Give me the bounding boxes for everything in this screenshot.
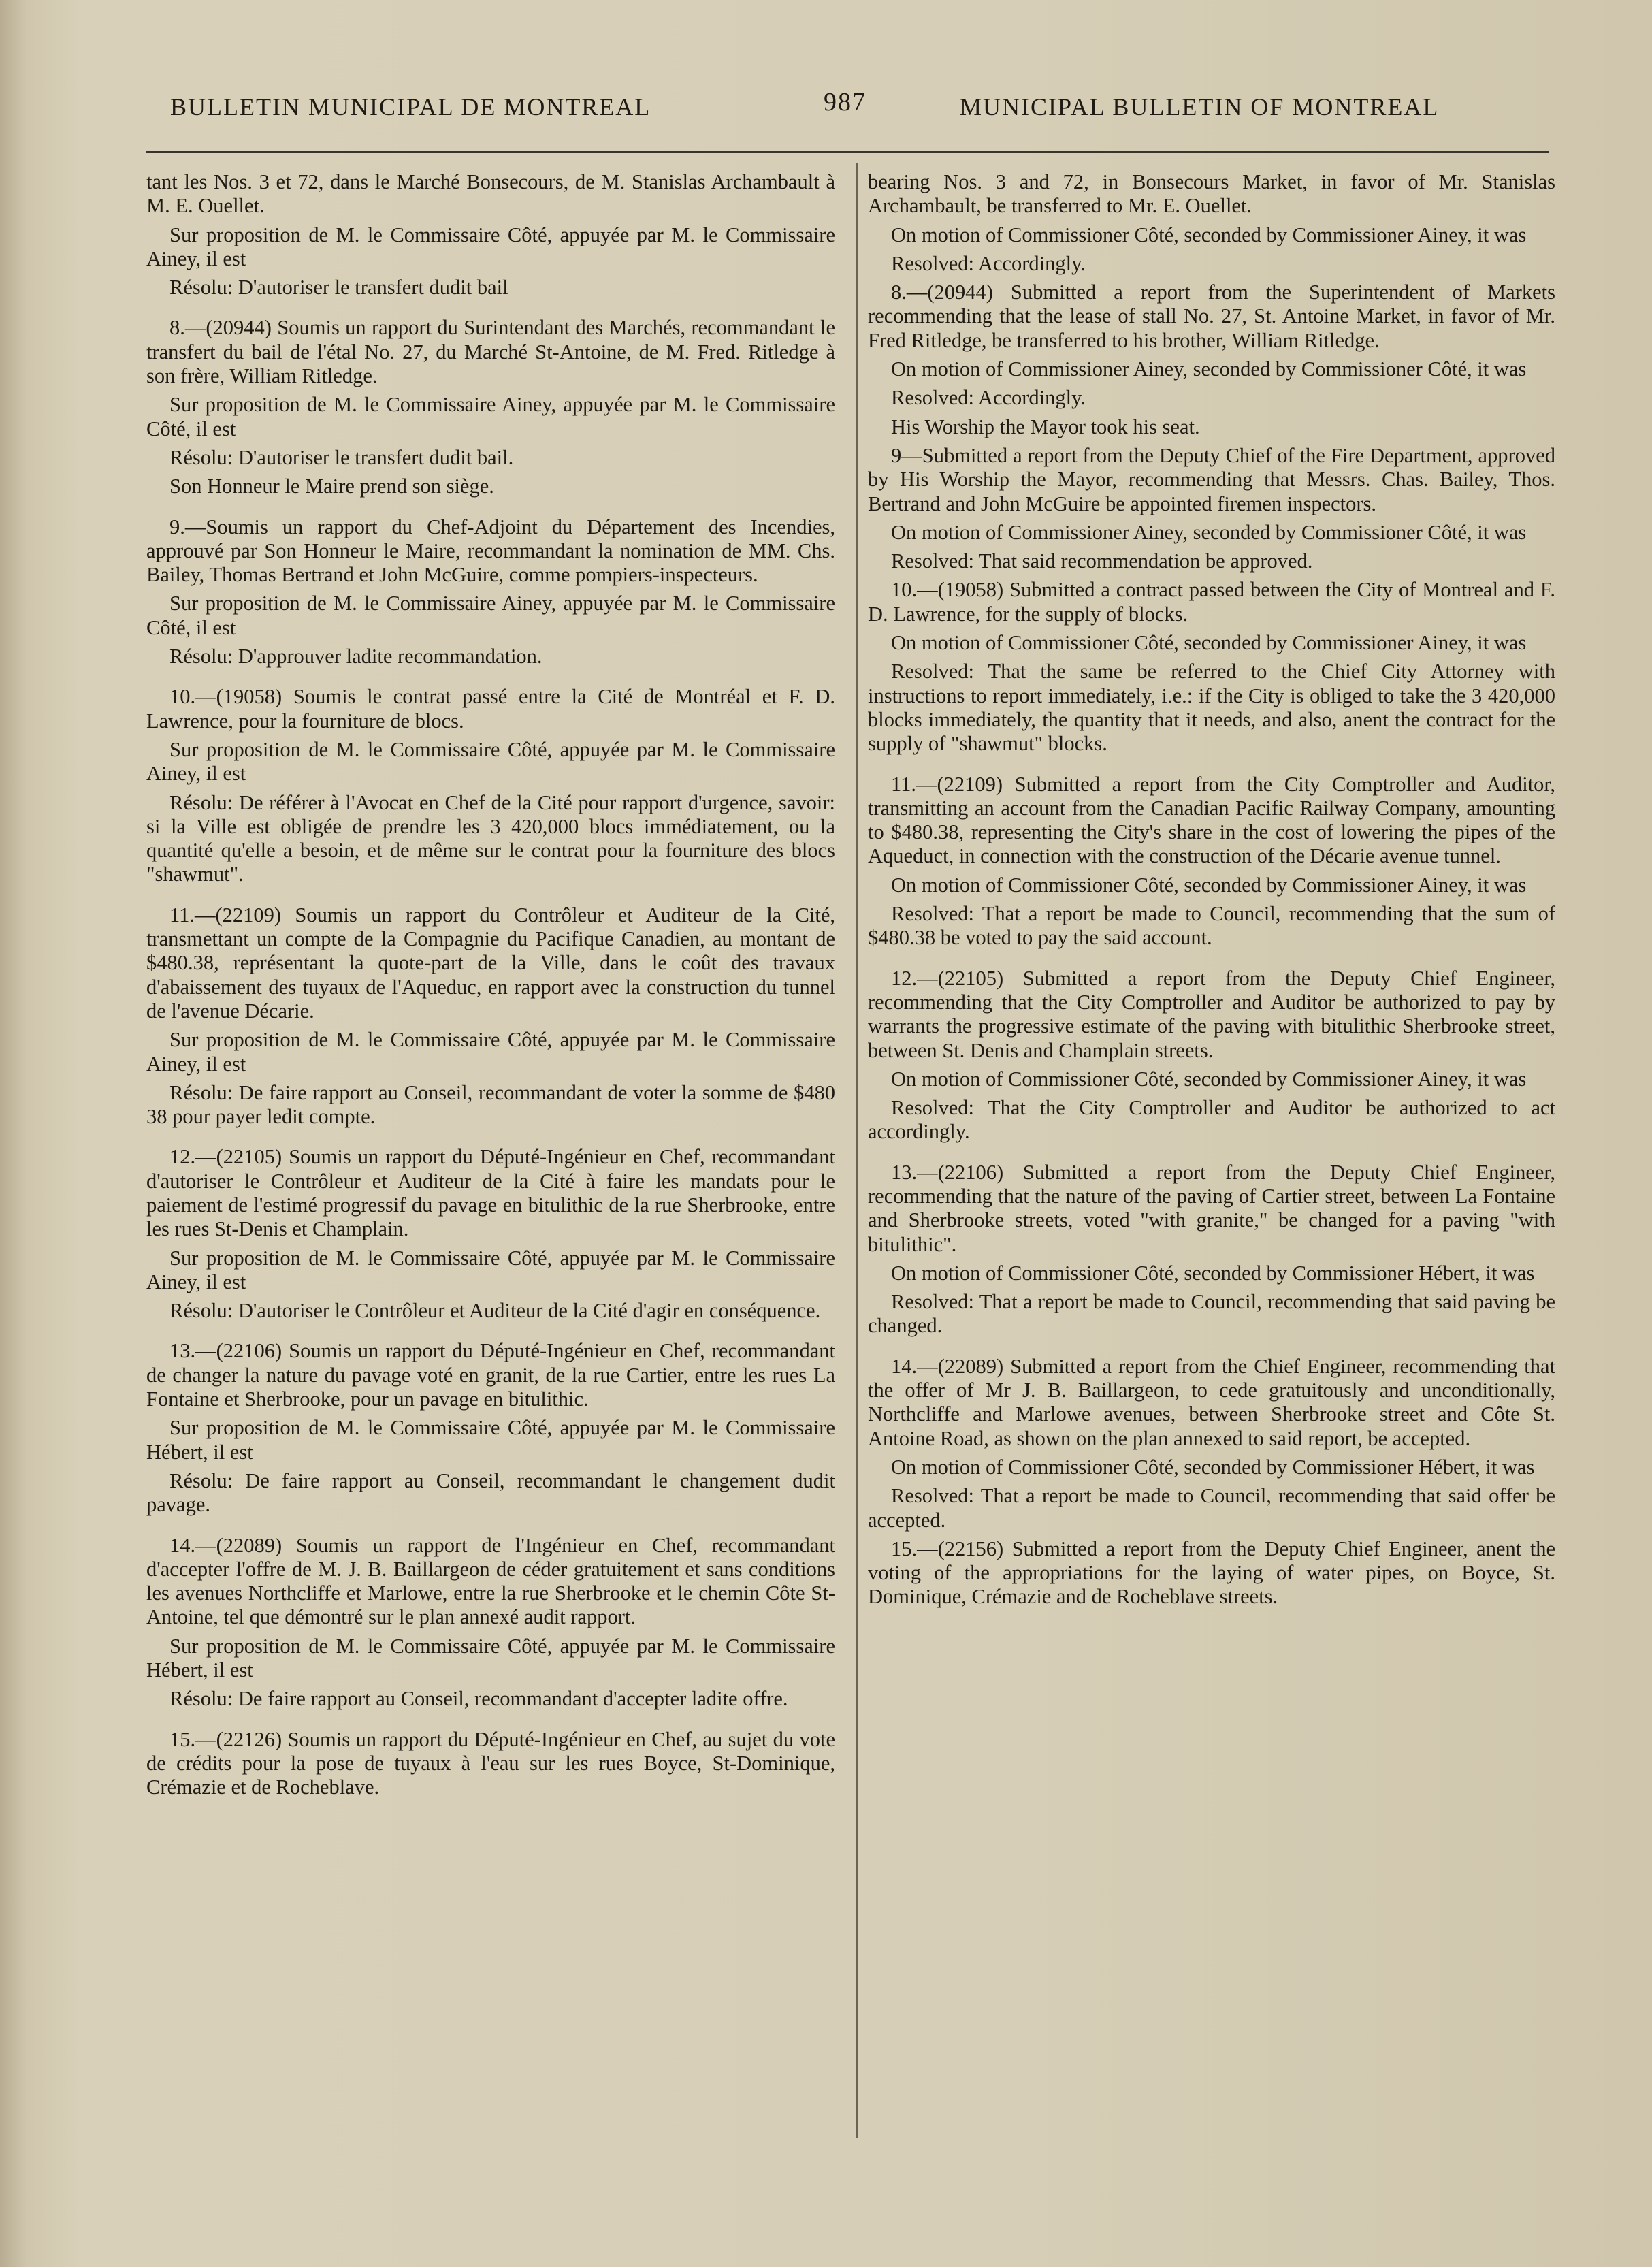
left-column-paragraph: Résolu: D'autoriser le Contrôleur et Auditeur de la Cité d'agir en conséquence. [169, 1299, 821, 1323]
left-column-paragraph: 14.—(22089) Soumis un rapport de l'Ingénieur en Chef, recommandant d'accepter l'offre de M. J. B. Baillargeon de céder gratuitement et sans conditions les avenues Northcliffe et Marlowe, entre la rue Sherbrooke et le chemin Côte St-Antoine, tel que démontré sur le plan annexé audit rapport. [146, 1533, 835, 1629]
right-column-paragraph: On motion of Commissioner Ainey, seconded by Commissioner Côté, it was [891, 357, 1527, 381]
right-column-paragraph: Resolved: Accordingly. [891, 251, 1086, 275]
left-column-paragraph: 9.—Soumis un rapport du Chef-Adjoint du Département des Incendies, approuvé par Son Honneur le Maire, recommandant la nomination de MM. Chs. Bailey, Thomas Bertrand et John McGuire, comme pompiers-inspecteurs. [146, 515, 835, 587]
right-column-paragraph: On motion of Commissioner Ainey, seconded by Commissioner Côté, it was [891, 520, 1527, 544]
left-column-paragraph: Résolu: De faire rapport au Conseil, recommandant d'accepter ladite offre. [169, 1687, 788, 1711]
left-column-paragraph: Sur proposition de M. le Commissaire Côté, appuyée par M. le Commissaire Ainey, il est [146, 737, 835, 786]
left-column-paragraph: Résolu: De référer à l'Avocat en Chef de la Cité pour rapport d'urgence, savoir: si la Ville est obligée de prendre les 3 420,000 blocs immédiatement, ou la quantité qu'elle a besoin, et de même sur le contrat pour la fourniture des blocs "shawmut". [146, 790, 835, 886]
right-column-paragraph: Resolved: That the same be referred to the Chief City Attorney with instructions to report immediately, i.e.: if the City is obliged to take the 3 420,000 blocks immediately, the quantity that it needs, and also, anent the contract for the supply of "shawmut" blocks. [868, 660, 1555, 756]
left-column-paragraph: 11.—(22109) Soumis un rapport du Contrôleur et Auditeur de la Cité, transmettant un compte de la Compagnie du Pacifique Canadien, au montant de $480.38, représentant la quote-part de la Ville, dans le coût des travaux d'abaissement des tuyaux de l'Aqueduc, en rapport avec la construction du tunnel de l'avenue Décarie. [146, 903, 835, 1023]
left-column-paragraph: Sur proposition de M. le Commissaire Ainey, appuyée par M. le Commissaire Côté, il est [146, 393, 835, 440]
header-title-french: BULLETIN MUNICIPAL DE MONTREAL [170, 93, 651, 120]
left-column-paragraph: Sur proposition de M. le Commissaire Côté, appuyée par M. le Commissaire Ainey, il est [146, 223, 835, 270]
left-column-paragraph: Résolu: De faire rapport au Conseil, recommandant le changement dudit pavage. [146, 1468, 835, 1517]
left-column-paragraph: Son Honneur le Maire prend son siège. [169, 475, 494, 498]
right-column-paragraph: On motion of Commissioner Côté, seconded by Commissioner Hébert, it was [891, 1261, 1535, 1285]
right-column-paragraph: bearing Nos. 3 and 72, in Bonsecours Market, in favor of Mr. Stanislas Archambault, be transferred to Mr. E. Ouellet. [868, 170, 1555, 218]
left-column-paragraph: tant les Nos. 3 et 72, dans le Marché Bonsecours, de M. Stanislas Archambault à M. E. Ouellet. [146, 170, 835, 218]
header-rule [146, 151, 1549, 153]
column-divider [856, 163, 858, 2138]
left-column-paragraph: 12.—(22105) Soumis un rapport du Député-Ingénieur en Chef, recommandant d'autoriser le Contrôleur et Auditeur de la Cité à faire les mandats pour le paiement de l'estimé progressif du pavage en bitulithic de la rue Sherbrooke, entre les rues St-Denis et Champlain. [146, 1145, 835, 1241]
right-column-paragraph: 11.—(22109) Submitted a report from the City Comptroller and Auditor, transmitting an account from the Canadian Pacific Railway Company, amounting to $480.38, representing the City's share in the cost of lowering the pipes of the Aqueduct, in connection with the construction of the Décarie avenue tunnel. [868, 772, 1555, 868]
page-header [170, 87, 1511, 135]
page-number: 987 [824, 88, 867, 116]
right-column-paragraph: On motion of Commissioner Côté, seconded by Commissioner Ainey, it was [891, 631, 1527, 655]
left-column-paragraph: Résolu: De faire rapport au Conseil, recommandant de voter la somme de $480 38 pour payer ledit compte. [146, 1080, 835, 1129]
right-column-paragraph: Resolved: That the City Comptroller and Auditor be authorized to act accordingly. [868, 1096, 1555, 1144]
header-title-english: MUNICIPAL BULLETIN OF MONTREAL [960, 93, 1440, 120]
right-column-paragraph: Resolved: That said recommendation be approved. [891, 549, 1313, 573]
right-column-paragraph: On motion of Commissioner Côté, seconded by Commissioner Hébert, it was [891, 1455, 1535, 1479]
left-column-paragraph: 15.—(22126) Soumis un rapport du Député-Ingénieur en Chef, au sujet du vote de crédits pour la pose de tuyaux à l'eau sur les rues Boyce, St-Dominique, Crémazie et de Rocheblave. [146, 1727, 835, 1799]
right-column-paragraph: 12.—(22105) Submitted a report from the Deputy Chief Engineer, recommending that the City Comptroller and Auditor be authorized to pay by warrants the progressive estimate of the paving with bitulithic Sherbrooke street, between St. Denis and Champlain streets. [868, 966, 1555, 1062]
right-column-paragraph: 8.—(20944) Submitted a report from the Superintendent of Markets recommending that the lease of stall No. 27, St. Antoine Market, in favor of Mr. Fred Ritledge, be transferred to his brother, William Ritledge. [868, 280, 1555, 352]
left-column-paragraph: Sur proposition de M. le Commissaire Côté, appuyée par M. le Commissaire Ainey, il est [146, 1028, 835, 1076]
right-column-paragraph: Resolved: That a report be made to Council, recommending that said offer be accepted. [868, 1484, 1555, 1532]
left-column-paragraph: Résolu: D'approuver ladite recommandation. [169, 645, 542, 669]
left-column-paragraph: Sur proposition de M. le Commissaire Côté, appuyée par M. le Commissaire Hébert, il est [146, 1634, 835, 1682]
left-column-paragraph: Sur proposition de M. le Commissaire Côté, appuyée par M. le Commissaire Ainey, il est [146, 1246, 835, 1293]
left-column-paragraph: 13.—(22106) Soumis un rapport du Député-Ingénieur en Chef, recommandant de changer la nature du pavage voté en granit, de la rue Cartier, entre les rues La Fontaine et Sherbrooke, pour un pavage en bitulithic. [146, 1339, 835, 1411]
right-column-paragraph: His Worship the Mayor took his seat. [891, 415, 1200, 438]
right-column-paragraph: Resolved: That a report be made to Council, recommending that the sum of $480.38 be voted to pay the said account. [868, 902, 1555, 950]
right-column-paragraph: 15.—(22156) Submitted a report from the Deputy Chief Engineer, anent the voting of the appropriations for the laying of water pipes, on Boyce, St. Dominique, Crémazie and de Rocheblave streets. [868, 1537, 1555, 1609]
left-column-paragraph: Résolu: D'autoriser le transfert dudit bail. [169, 445, 514, 469]
left-column-paragraph: Sur proposition de M. le Commissaire Côté, appuyée par M. le Commissaire Hébert, il est [146, 1416, 835, 1464]
right-column-paragraph: Resolved: Accordingly. [891, 386, 1086, 410]
left-column-paragraph: Résolu: D'autoriser le transfert dudit bail [169, 276, 508, 300]
left-column-paragraph: 10.—(19058) Soumis le contrat passé entre la Cité de Montréal et F. D. Lawrence, pour la fourniture de blocs. [146, 685, 835, 733]
left-column-paragraph: 8.—(20944) Soumis un rapport du Surintendant des Marchés, recommandant le transfert du bail de l'étal No. 27, du Marché St-Antoine, de M. Fred. Ritledge à son frère, William Ritledge. [146, 316, 835, 388]
left-column-paragraph: Sur proposition de M. le Commissaire Ainey, appuyée par M. le Commissaire Côté, il est [146, 592, 835, 639]
right-column-paragraph: Resolved: That a report be made to Council, recommending that said paving be changed. [868, 1290, 1555, 1338]
right-column-paragraph: On motion of Commissioner Côté, seconded by Commissioner Ainey, it was [891, 873, 1527, 897]
right-column-paragraph: On motion of Commissioner Côté, seconded by Commissioner Ainey, it was [891, 223, 1527, 246]
french-column [146, 170, 835, 1800]
right-column-paragraph: 9—Submitted a report from the Deputy Chief of the Fire Department, approved by His Worship the Mayor, recommending that Messrs. Chas. Bailey, Thos. Bertrand and John McGuire be appointed firemen inspectors. [868, 443, 1555, 515]
right-column-paragraph: 10.—(19058) Submitted a contract passed between the City of Montreal and F. D. Lawrence, for the supply of blocks. [868, 578, 1555, 626]
right-column-paragraph: 14.—(22089) Submitted a report from the Chief Engineer, recommending that the offer of Mr J. B. Baillargeon, to cede gratuitously and unconditionally, Northcliffe and Marlowe avenues, between Sherbrooke street and Côte St. Antoine Road, as shown on the plan annexed to said report, be accepted. [868, 1354, 1555, 1450]
right-column-paragraph: On motion of Commissioner Côté, seconded by Commissioner Ainey, it was [891, 1067, 1527, 1091]
right-column-paragraph: 13.—(22106) Submitted a report from the Deputy Chief Engineer, recommending that the nature of the paving of Cartier street, between La Fontaine and Sherbrooke streets, voted "with granite," be changed for a paving "with bitulithic". [868, 1160, 1555, 1256]
english-column [868, 170, 1555, 1609]
